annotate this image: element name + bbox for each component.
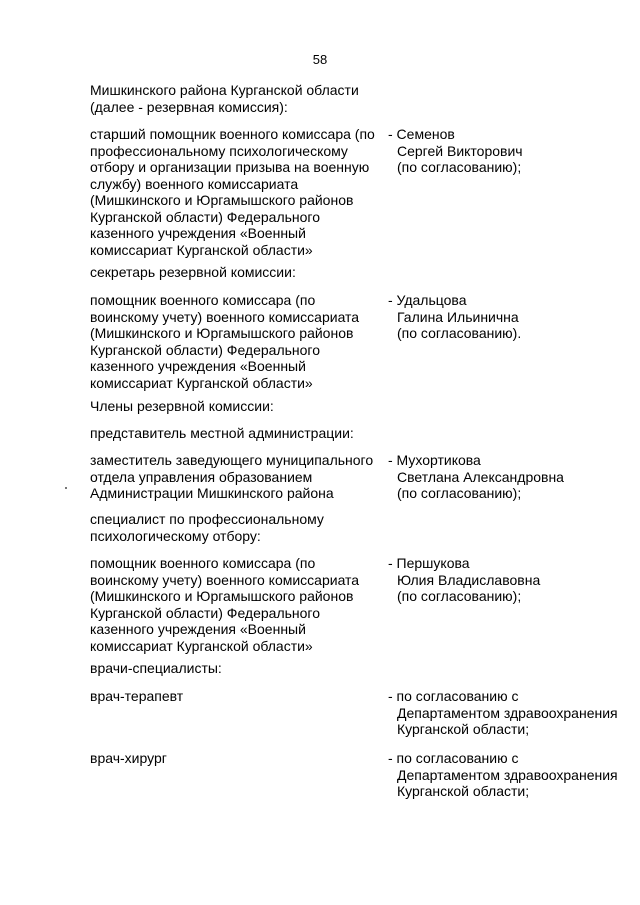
text-line: Курганской области) Федерального	[90, 341, 321, 358]
position-description	[90, 126, 375, 258]
text-line: Юлия Владиславовна	[397, 571, 541, 588]
text-line: врачи-специалисты:	[90, 660, 222, 676]
text-line: (по согласованию);	[397, 588, 522, 604]
text-line: Галина Ильинична	[397, 308, 519, 325]
text-line: отдела управления образованием	[90, 468, 313, 485]
text-line: Курганской области) Федерального	[90, 604, 321, 621]
member-name	[388, 750, 628, 800]
text-line: помощник военного комиссара (по	[90, 292, 316, 308]
position-description	[90, 688, 375, 705]
text-line: специалист по профессиональному	[90, 511, 324, 527]
text-line: психологическому отбору:	[90, 527, 261, 544]
text-line: отбору и организации призыва на военную	[90, 159, 370, 175]
text-line: комиссариат Курганской области»	[90, 637, 313, 654]
text-line: секретарь резервной комиссии:	[90, 264, 296, 280]
text-line: представитель местной администрации:	[90, 425, 354, 441]
text-line: (Мишкинского и Юргамышского районов	[90, 192, 354, 208]
member-name	[388, 126, 628, 176]
position-description	[90, 452, 375, 502]
text-line: - по согласованию с	[388, 750, 519, 766]
member-name	[388, 555, 628, 605]
text-line: (Мишкинского и Юргамышского районов	[90, 588, 354, 604]
member-name	[388, 292, 628, 342]
member-name	[388, 688, 628, 738]
text-line: Сергей Викторович	[397, 142, 523, 159]
text-line: врач-хирург	[90, 750, 167, 766]
text-line: Курганской области) Федерального	[90, 208, 321, 225]
text-line: заместитель заведующего муниципального	[90, 452, 374, 468]
text-line: комиссариат Курганской области»	[90, 374, 313, 391]
text-line: казенного учреждения «Военный	[90, 225, 306, 241]
text-line: Департаментом здравоохранения	[397, 704, 618, 721]
member-name	[388, 452, 628, 502]
text-line: воинскому учету) военного комиссариата	[90, 571, 360, 588]
text-line: - Першукова	[388, 555, 470, 571]
text-line: профессиональному психологическому	[90, 142, 348, 159]
text-line: (по согласованию);	[397, 159, 522, 175]
text-line: Курганской области;	[397, 783, 530, 799]
text-line: Члены резервной комиссии:	[90, 398, 274, 414]
text-line: (Мишкинского и Юргамышского районов	[90, 325, 354, 341]
page-number: 58	[312, 52, 328, 67]
section-heading	[90, 425, 375, 442]
text-line: - по согласованию с	[388, 688, 519, 704]
text-line: службу) военного комиссариата	[90, 175, 299, 192]
section-heading	[90, 398, 375, 415]
position-description	[90, 292, 375, 391]
text-line: воинскому учету) военного комиссариата	[90, 308, 360, 325]
text-line: - Мухортикова	[388, 452, 481, 468]
section-heading	[90, 264, 375, 281]
text-line: старший помощник военного комиссара (по	[90, 126, 375, 142]
text-line: врач-терапевт	[90, 688, 184, 704]
text-line: Мишкинского района Курганской области	[90, 82, 359, 98]
text-line: Администрации Мишкинского района	[90, 485, 334, 501]
text-line: (далее - резервная комиссия):	[90, 98, 288, 115]
text-line: - Семенов	[388, 126, 455, 142]
text-line: казенного учреждения «Военный	[90, 621, 306, 637]
text-line: (по согласованию).	[397, 325, 522, 341]
text-line: комиссариат Курганской области»	[90, 241, 313, 258]
text-line: Департаментом здравоохранения	[397, 766, 618, 783]
text-line: Курганской области;	[397, 721, 530, 737]
text-line: казенного учреждения «Военный	[90, 358, 306, 374]
position-description	[90, 750, 375, 767]
position-description	[90, 555, 375, 654]
scan-speck	[65, 487, 67, 489]
text-line: Светлана Александровна	[397, 468, 564, 485]
intro-text	[90, 82, 375, 115]
text-line: помощник военного комиссара (по	[90, 555, 316, 571]
section-heading	[90, 660, 375, 677]
text-line: (по согласованию);	[397, 485, 522, 501]
section-heading	[90, 511, 375, 544]
text-line: - Удальцова	[388, 292, 467, 308]
